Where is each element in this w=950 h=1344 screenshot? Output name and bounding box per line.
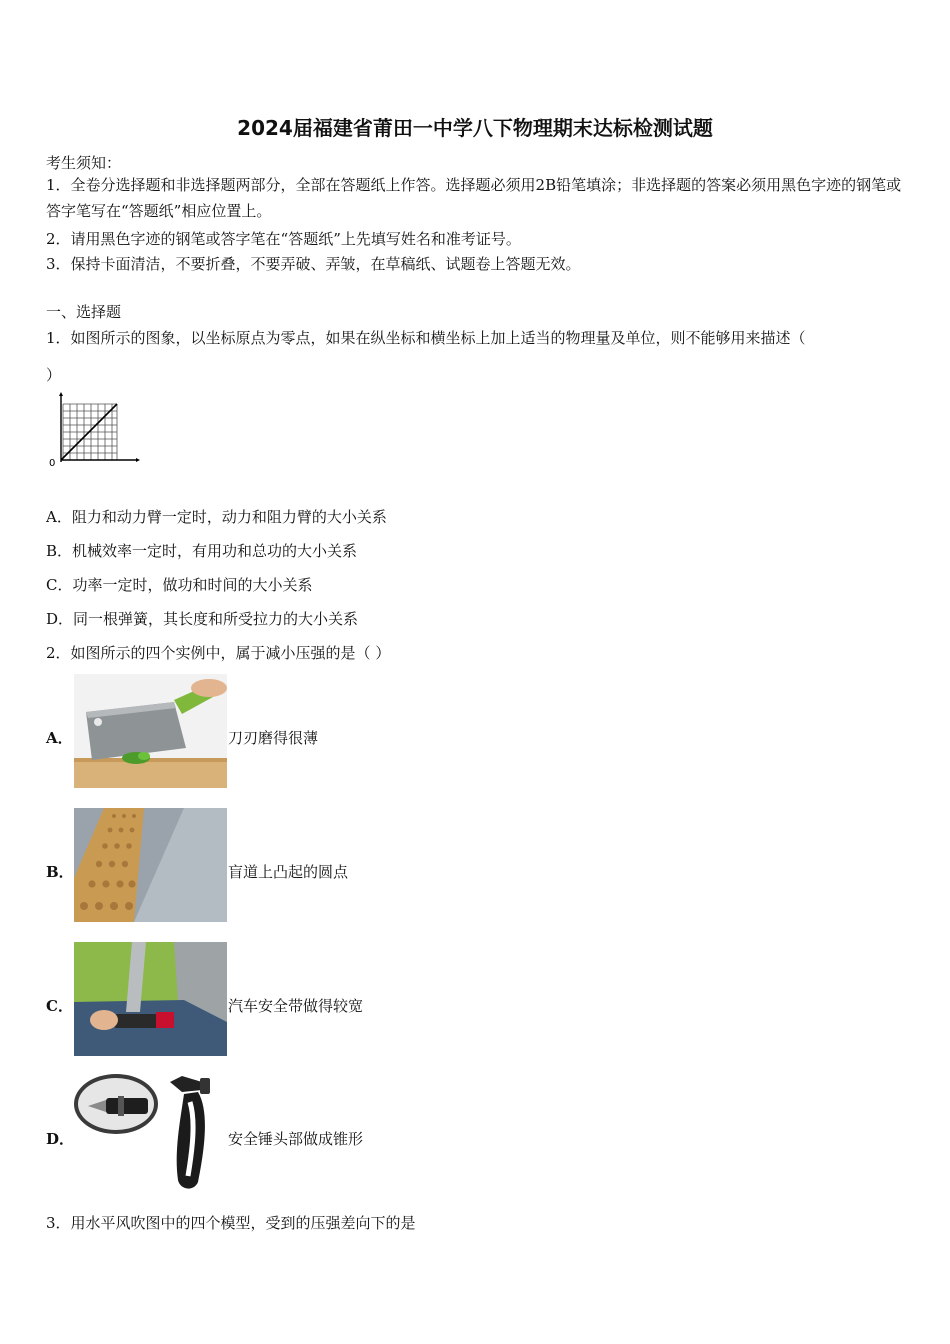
notice-heading: 考生须知：: [46, 154, 122, 172]
knife-image: [74, 674, 227, 788]
safety-hammer-image: [72, 1072, 228, 1192]
notice-item-3: 3．保持卡面清洁，不要折叠，不要弄破、弄皱，在草稿纸、试题卷上答题无效。: [46, 255, 581, 273]
q2-option-c-text: 汽车安全带做得较宽: [228, 997, 364, 1015]
question-1-graph: [46, 392, 142, 472]
graph-origin-label: 0: [49, 458, 56, 469]
q2-option-b-label: B．: [46, 863, 74, 881]
q2-option-c-label: C．: [46, 997, 73, 1015]
q1-option-c: C．功率一定时，做功和时间的大小关系: [46, 576, 313, 594]
q2-option-d-label: D．: [46, 1130, 75, 1148]
q2-option-d-text: 安全锤头部做成锥形: [228, 1130, 364, 1148]
q1-option-d: D．同一根弹簧，其长度和所受拉力的大小关系: [46, 610, 359, 628]
page-title: 2024届福建省莆田一中学八下物理期末达标检测试题: [237, 116, 713, 140]
q1-option-a: A．阻力和动力臂一定时，动力和阻力臂的大小关系: [46, 508, 387, 526]
q2-option-a-label: A．: [46, 729, 73, 747]
q1-option-b: B．机械效率一定时，有用功和总功的大小关系: [46, 542, 358, 560]
seatbelt-image: [74, 942, 227, 1056]
question-2-stem: 2．如图所示的四个实例中，属于减小压强的是（ ）: [46, 644, 391, 662]
notice-item-1: 1．全卷分选择题和非选择题两部分，全部在答题纸上作答。选择题必须用2B铅笔填涂；非选择题的答案必须用黑色字迹的钢笔或答字笔写在“答题纸”相应位置上。: [46, 176, 902, 220]
notice-item-2: 2．请用黑色字迹的钢笔或答字笔在“答题纸”上先填写姓名和准考证号。: [46, 230, 521, 248]
question-1-stem: 1．如图所示的图象，以坐标原点为零点，如果在纵坐标和横坐标上加上适当的物理量及单位，则不能够用来描述（: [46, 329, 806, 347]
q2-option-a-text: 刀刃磨得很薄: [228, 729, 319, 747]
question-3-stem: 3．用水平风吹图中的四个模型，受到的压强差向下的是: [46, 1214, 416, 1232]
question-1-stem-end: ）: [46, 366, 62, 384]
section-heading: 一、选择题: [46, 303, 122, 321]
tactile-paving-image: [74, 808, 227, 922]
q2-option-b-text: 盲道上凸起的圆点: [228, 863, 349, 881]
